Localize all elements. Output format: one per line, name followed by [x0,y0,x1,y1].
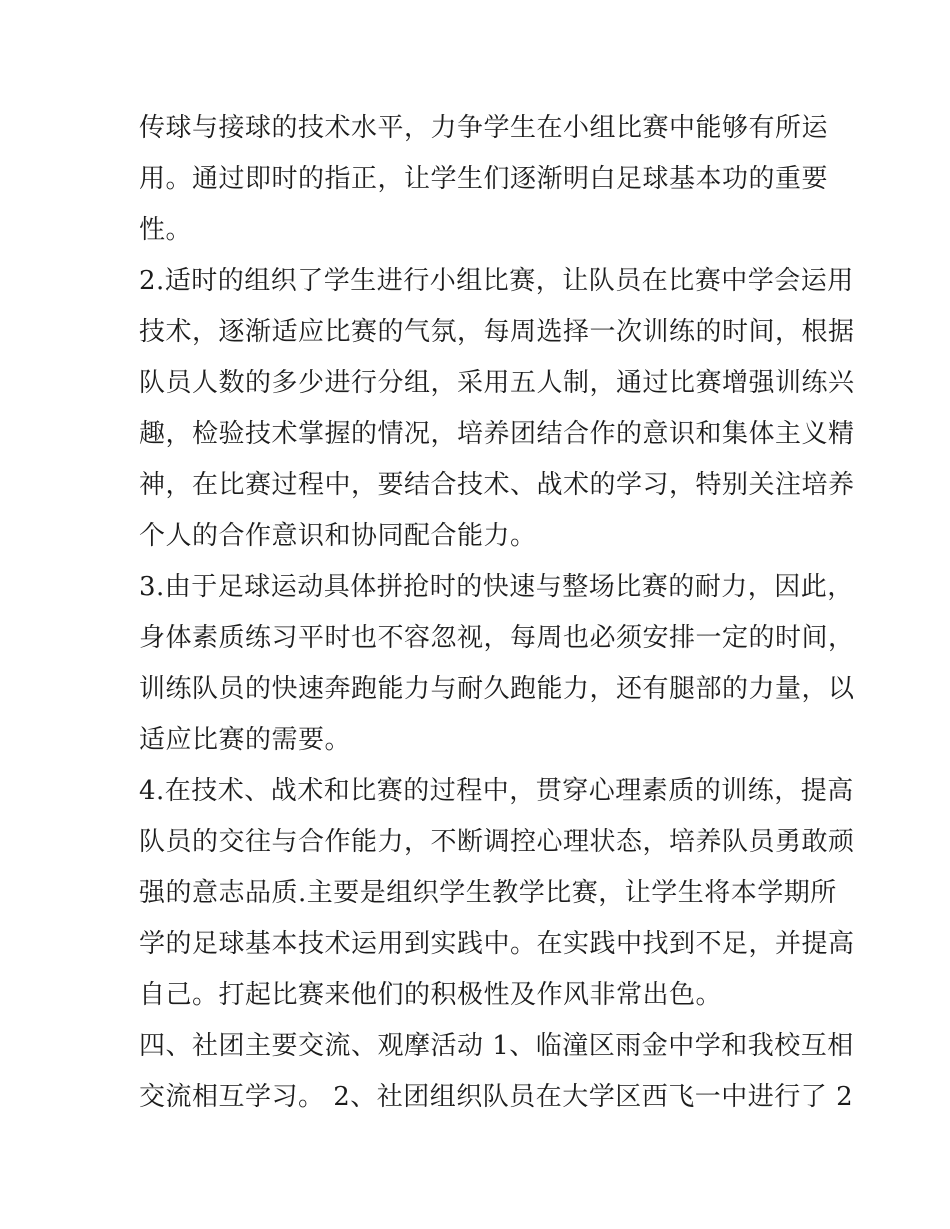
text-line: 交流相互学习。 2、社团组织队员在大学区西飞一中进行了 2 [139,1082,854,1112]
text-line: 队员的交往与合作能力，不断调控心理状态，培养队员勇敢顽 [139,827,855,857]
text-line: 3.由于足球运动具体拼抢时的快速与整场比赛的耐力，因此， [139,572,854,602]
text-line: 学的足球基本技术运用到实践中。在实践中找到不足，并提高 [139,929,855,959]
text-line: 性。 [139,215,193,245]
text-line: 四、社团主要交流、观摩活动 1、临潼区雨金中学和我校互相 [139,1031,854,1061]
text-line: 技术，逐渐适应比赛的气氛，每周选择一次训练的时间，根据 [139,317,855,347]
text-line: 传球与接球的技术水平，力争学生在小组比赛中能够有所运 [139,113,829,143]
text-line: 训练队员的快速奔跑能力与耐久跑能力，还有腿部的力量，以 [139,674,855,704]
text-line: 队员人数的多少进行分组，采用五人制，通过比赛增强训练兴 [139,368,855,398]
text-line: 适应比赛的需要。 [139,725,352,755]
text-line: 2.适时的组织了学生进行小组比赛，让队员在比赛中学会运用 [139,266,854,296]
text-line: 神，在比赛过程中，要结合技术、战术的学习，特别关注培养 [139,470,855,500]
text-line: 趣，检验技术掌握的情况，培养团结合作的意识和集体主义精 [139,419,855,449]
text-line: 自己。打起比赛来他们的积极性及作风非常出色。 [139,980,723,1010]
text-line: 强的意志品质.主要是组织学生教学比赛，让学生将本学期所 [139,878,837,908]
text-line: 4.在技术、战术和比赛的过程中，贯穿心理素质的训练，提高 [139,776,854,806]
text-line: 个人的合作意识和协同配合能力。 [139,521,537,551]
text-line: 身体素质练习平时也不容忽视，每周也必须安排一定的时间， [139,623,855,653]
text-line: 用。通过即时的指正，让学生们逐渐明白足球基本功的重要 [139,164,829,194]
